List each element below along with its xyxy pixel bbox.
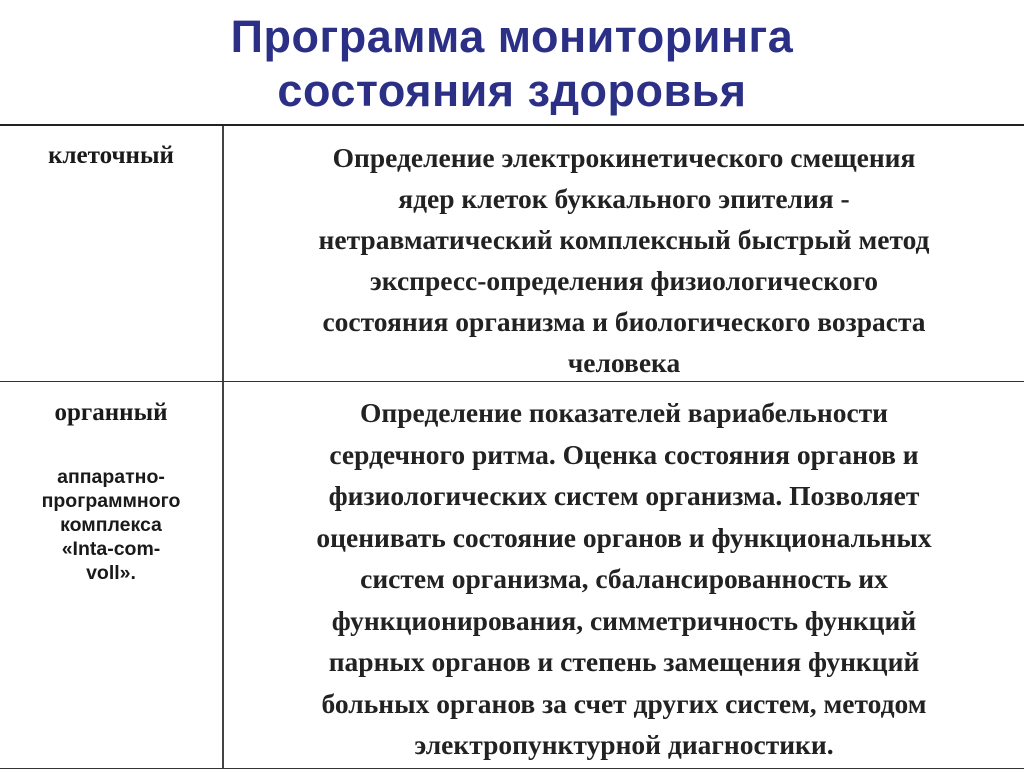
description-line: больных органов за счет других систем, методом xyxy=(321,687,927,719)
description-line: сердечного ритма. Оценка состояния органов и xyxy=(329,438,919,470)
table-row-organ xyxy=(0,382,1024,769)
description-line: функционирования, симметричность функций xyxy=(331,604,917,636)
description-line: экспресс-определения физиологического xyxy=(369,265,879,296)
description-line: человека xyxy=(567,347,681,378)
sublabel-line: программного xyxy=(41,490,181,512)
row-label-cell xyxy=(0,126,222,171)
monitoring-table xyxy=(0,124,1024,767)
page-title-line-1: Программа мониторинга xyxy=(230,10,794,62)
description-line: физиологических систем организма. Позволяет xyxy=(328,480,920,511)
sublabel-line: «Inta-com- xyxy=(61,538,161,560)
description-line: Определение электрокинетического смещения xyxy=(332,142,916,173)
row-label: органный xyxy=(54,399,168,426)
sublabel-line: voll». xyxy=(86,562,136,584)
row-description-cell xyxy=(224,382,1024,766)
row-description-cell xyxy=(224,126,1024,383)
description-line: оценивать состояние органов и функциональных xyxy=(316,521,932,553)
row-label: клеточный xyxy=(48,142,174,169)
description-line: ядер клеток буккального эпителия - xyxy=(398,183,850,214)
row-label-cell xyxy=(0,382,222,585)
description-line: систем организма, сбалансированность их xyxy=(360,563,888,594)
page-title xyxy=(0,0,1024,125)
description-line: парных органов и степень замещения функций xyxy=(328,646,920,677)
page-title-line-2: состояния здоровья xyxy=(277,64,747,116)
row-sublabel xyxy=(0,465,222,585)
description-line: состояния организма и биологического возраста xyxy=(322,306,926,337)
description-line: нетравматический комплексный быстрый метод xyxy=(318,224,930,255)
description-line: Определение показателей вариабельности xyxy=(359,397,889,428)
description-line: электропунктурной диагностики. xyxy=(414,729,834,760)
sublabel-line: аппаратно- xyxy=(57,466,165,488)
table-row-cellular xyxy=(0,126,1024,382)
sublabel-line: комплекса xyxy=(60,514,162,536)
